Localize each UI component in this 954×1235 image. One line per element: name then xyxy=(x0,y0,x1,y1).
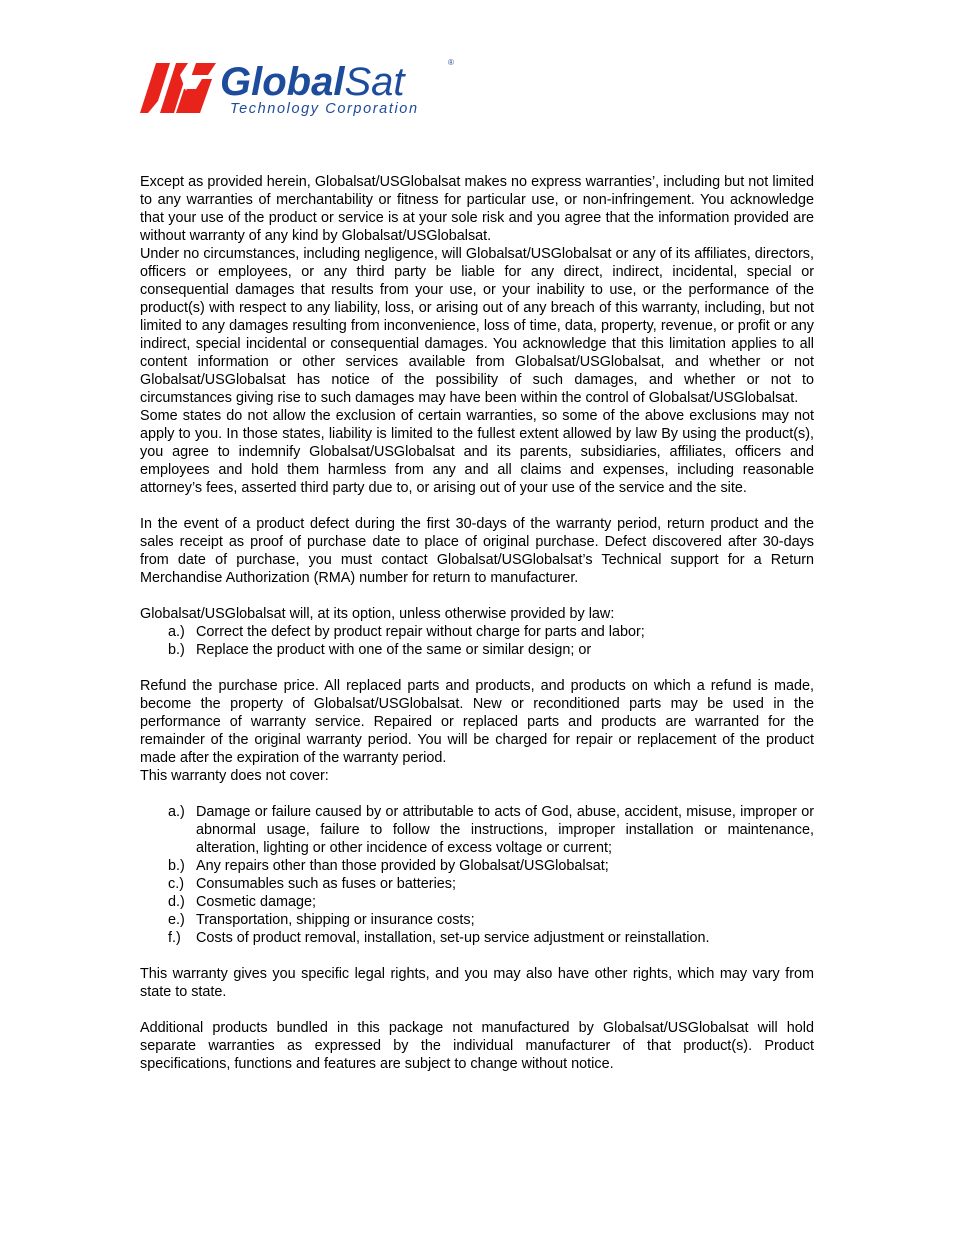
logo-word-global: Global xyxy=(220,60,345,104)
list-item-text: Consumables such as fuses or batteries; xyxy=(196,876,456,892)
globalsat-logo xyxy=(140,55,460,125)
list-item-text: Replace the product with one of the same or similar design; or xyxy=(196,642,592,658)
list-marker: a.) xyxy=(168,804,185,820)
list-marker: f.) xyxy=(168,930,181,946)
refund-paragraph: Refund the purchase price. All replaced parts and products, and products on which a refund is made, become the property of Globalsat/USGlobalsat. New or reconditioned parts may be used in the performance of warranty service. Repaired or replaced parts and products are warranted for the remainder of the original warranty period. You will be charged for repair or replacement of the product made after the expiration of the warranty period. xyxy=(140,678,814,766)
list-item xyxy=(140,857,814,875)
bundled-products-paragraph: Additional products bundled in this package not manufactured by Globalsat/USGlobalsat will hold separate warranties as expressed by the individual manufacturer of that product(s). Product specifications, functions and features are subject to change without notice. xyxy=(140,1020,814,1072)
options-list xyxy=(140,623,814,659)
logo-word-sat: Sat xyxy=(344,60,405,104)
list-item xyxy=(140,893,814,911)
logo-subtitle: Technology Corporation xyxy=(230,101,419,117)
exclusions-list xyxy=(140,803,814,947)
list-item-text: Transportation, shipping or insurance costs; xyxy=(196,912,475,928)
list-item xyxy=(140,875,814,893)
options-intro-paragraph: Globalsat/USGlobalsat will, at its option, unless otherwise provided by law: xyxy=(140,606,615,622)
logo-graphic xyxy=(140,55,460,125)
express-warranty-paragraph: Except as provided herein, Globalsat/USGlobalsat makes no express warranties’, including but not limited to any warranties of merchantability or fitness for particular use, or non-infringement. You acknowledge that your use of the product or service is at your sole risk and you agree that the information provided are without warranty of any kind by Globalsat/USGlobalsat. xyxy=(140,174,814,244)
list-item xyxy=(140,623,814,641)
list-item xyxy=(140,929,814,947)
legal-rights-paragraph: This warranty gives you specific legal rights, and you may also have other rights, which may vary from state to state. xyxy=(140,966,814,1000)
list-marker: e.) xyxy=(168,912,185,928)
spacer xyxy=(140,947,814,965)
list-item-text: Damage or failure caused by or attributable to acts of God, abuse, accident, misuse, improper or abnormal usage, failure to follow the instructions, improper installation or maintenance, alteration, lighting or other incidence of excess voltage or current; xyxy=(196,804,814,856)
list-item-text: Any repairs other than those provided by Globalsat/USGlobalsat; xyxy=(196,858,609,874)
not-covered-heading: This warranty does not cover: xyxy=(140,768,329,784)
state-exclusions-paragraph: Some states do not allow the exclusion of certain warranties, so some of the above exclusions may not apply to you. In those states, liability is limited to the fullest extent allowed by law By using the product(s), you agree to indemnify Globalsat/USGlobalsat and its parents, subsidiaries, affiliates, officers and employees and hold them harmless from any and all claims and expenses, including reasonable attorney’s fees, asserted third party due to, or arising out of your use of the service and the site. xyxy=(140,408,814,496)
spacer xyxy=(140,587,814,605)
registered-mark: ® xyxy=(448,58,454,67)
list-item-text: Costs of product removal, installation, set-up service adjustment or reinstallation. xyxy=(196,930,710,946)
spacer xyxy=(140,1001,814,1019)
list-marker: d.) xyxy=(168,894,185,910)
product-defect-paragraph: In the event of a product defect during the first 30-days of the warranty period, return product and the sales receipt as proof of purchase date to place of original purchase. Defect discovered after 30-days from date of purchase, you must contact Globalsat/USGlobalsat’s Technical support for a Return Merchandise Authorization (RMA) number for return to manufacturer. xyxy=(140,516,814,586)
list-item xyxy=(140,803,814,857)
list-marker: c.) xyxy=(168,876,184,892)
warranty-document-body xyxy=(140,173,814,1073)
list-marker: b.) xyxy=(168,858,185,874)
list-item xyxy=(140,641,814,659)
logo-emblem-icon xyxy=(140,63,216,113)
list-marker: b.) xyxy=(168,642,185,658)
liability-paragraph: Under no circumstances, including negligence, will Globalsat/USGlobalsat or any of its affiliates, directors, officers or employees, or any third party be liable for any direct, indirect, incidental, special or consequential damages that results from your use, or your inability to use, or the performance of the product(s) with respect to any liability, loss, or arising out of any breach of this warranty, including, but not limited to any damages resulting from inconvenience, loss of time, data, property, revenue, or profit or any indirect, special incidental or consequential damages. You acknowledge that this limitation applies to all content information or other services available from Globalsat/USGlobalsat, and whether or not Globalsat/USGlobalsat has notice of the possibility of such damages, and whether or not to circumstances giving rise to such damages may have been within the control of Globalsat/USGlobalsat. xyxy=(140,246,814,406)
list-item-text: Correct the defect by product repair without charge for parts and labor; xyxy=(196,624,645,640)
spacer xyxy=(140,497,814,515)
list-marker: a.) xyxy=(168,624,185,640)
spacer xyxy=(140,785,814,803)
logo-wordmark xyxy=(220,60,406,104)
spacer xyxy=(140,659,814,677)
list-item xyxy=(140,911,814,929)
list-item-text: Cosmetic damage; xyxy=(196,894,316,910)
